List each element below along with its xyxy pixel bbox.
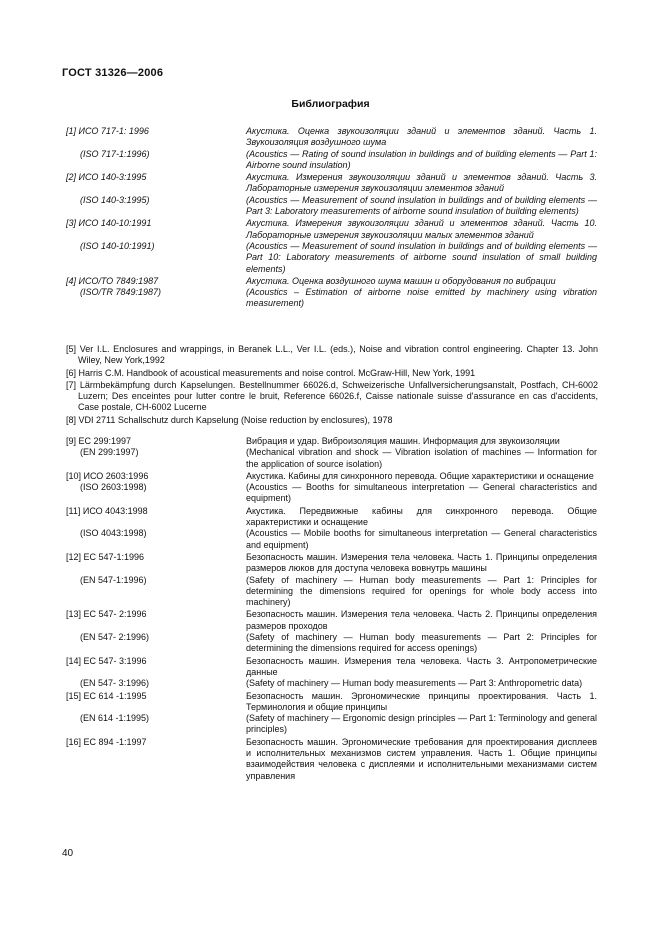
standard-header: ГОСТ 31326—2006 [62, 67, 164, 79]
reference-description: Акустика. Измерения звукоизоляции зданий и элементов зданий. Часть 10. Лабораторные измерения звукоизоляции малых элементов зданий [246, 218, 597, 240]
reference-description: Вибрация и удар. Виброизоляция машин. Информация для звукоизоляции [246, 436, 560, 446]
bibliography-entry [0, 528, 661, 551]
reference-id: [15] ЕС 614 -1:1995 [66, 690, 147, 701]
bibliography-entry [0, 471, 661, 482]
reference-description: Безопасность машин. Измерения тела человека. Часть 3. Антропометрические данные [246, 655, 597, 677]
reference-id: (ISO 140-3:1995) [80, 194, 150, 205]
reference-description: (Mechanical vibration and shock — Vibration isolation of machines — Information for the application of source isolation) [246, 447, 597, 469]
bibliography-entry [0, 575, 661, 609]
bibliography-entry [0, 656, 661, 679]
bibliography-entry: [8] VDI 2711 Schallschutz durch Kapselung (Noise reduction by enclosures), 1978 [66, 414, 393, 425]
reference-description: (Acoustics — Rating of sound insulation in buildings and of building elements — Part 1: Airborne sound insulation) [246, 148, 597, 170]
bibliography-title: Библиография [291, 98, 370, 110]
reference-id: (ISO 4043:1998) [80, 528, 147, 539]
reference-description: (Safety of machinery — Human body measurements — Part 2: Principles for determining the dimensions required for access openings) [246, 632, 597, 654]
reference-description: (Safety of machinery — Human body measurements — Part 3: Anthropometric data) [246, 678, 583, 689]
bibliography-entry: [7] Lärmbekämpfung durch Kapselungen. Bestellnummer 66026.d, Schweizerische Unfallversicherungsanstalt, Postfach, CH-6002 Luzern; Des enceintes pour lutter contre le bruit, Reference 66026.f, Caisse nationale suisse d'assurance en cas d'accidents, Case postale, CH-6002 Lucerne [66, 379, 598, 413]
reference-description: Безопасность машин. Эргономические требования для проектирования дисплеев и исполнительных механизмов систем управления. Часть 1. Общие принципы взаимодействия человека с дисплеями и исполнительными механизмами систем управления [246, 736, 597, 781]
reference-id: (ISO 2603:1998) [80, 482, 147, 493]
bibliography-entry [0, 195, 661, 218]
bibliography-entry [0, 506, 661, 529]
reference-id: [9] ЕС 299:1997 [66, 436, 132, 446]
reference-description: (Acoustics — Measurement of sound insulation in buildings and of building elements — Part 3: Laboratory measurements of airborne sound insulation of building elements) [246, 194, 597, 217]
reference-id: (EN 614 -1:1995) [80, 713, 150, 724]
reference-description: (Acoustics – Estimation of airborne noise emitted by machinery using vibration measurement) [246, 287, 597, 309]
bibliography-entry [0, 691, 661, 714]
bibliography-entry [0, 218, 661, 241]
reference-id: [13] ЕС 547- 2:1996 [66, 609, 147, 620]
bibliography-entry [0, 713, 661, 736]
reference-id: (EN 299:1997) [80, 447, 139, 458]
reference-id: (EN 547-1:1996) [80, 574, 147, 585]
reference-description: Акустика. Кабины для синхронного перевода. Общие характеристики и оснащение [246, 470, 594, 481]
bibliography-entry [0, 287, 661, 310]
bibliography-entry: [5] Ver I.L. Enclosures and wrappings, in Beranek L.L., Ver I.L. (eds.), Noise and vibration control engineering. Chapter 13. John Wiley, New York,1992 [66, 344, 598, 366]
reference-id: (ISO 140-10:1991) [80, 240, 155, 251]
bibliography-section-italic [0, 126, 661, 311]
reference-description: Безопасность машин. Эргономические принципы проектирования. Часть 1. Терминология и общие принципы [246, 690, 597, 712]
reference-description: (Acoustics — Booths for simultaneous interpretation — General characteristics and equipment) [246, 482, 597, 504]
bibliography-entry [0, 172, 661, 195]
reference-id: (EN 547- 2:1996) [80, 632, 150, 643]
bibliography-entry [0, 436, 661, 447]
reference-description: Безопасность машин. Измерения тела человека. Часть 1. Принципы определения размеров люков для доступа человека вовнутрь машины [246, 551, 597, 574]
bibliography-entry [0, 552, 661, 575]
bibliography-entry [0, 276, 661, 287]
bibliography-entry [0, 126, 661, 149]
reference-id: [11] ИСО 4043:1998 [66, 505, 148, 516]
bibliography-entry [0, 447, 661, 470]
reference-id: [16] ЕС 894 -1:1997 [66, 736, 147, 747]
bibliography-entry [0, 241, 661, 275]
reference-description: Акустика. Измерения звукоизоляции зданий и элементов зданий. Часть 3. Лабораторные измерения звукоизоляции элементов зданий [246, 172, 597, 194]
reference-id: (EN 547- 3:1996) [80, 678, 150, 689]
reference-description: (Safety of machinery — Ergonomic design principles — Part 1: Terminology and general principles) [246, 713, 597, 735]
reference-id: [14] ЕС 547- 3:1996 [66, 655, 147, 666]
reference-id: [1] ИСО 717-1: 1996 [66, 126, 149, 136]
reference-id: [10] ИСО 2603:1996 [66, 470, 149, 481]
reference-description: (Acoustics — Measurement of sound insulation in buildings and of building elements — Part 10: Laboratory measurements of airborne sound insulation of small building elements) [246, 240, 597, 274]
reference-id: (ISO 717-1:1996) [80, 148, 150, 159]
reference-description: Акустика. Оценка воздушного шума машин и оборудования по вибрации [246, 275, 556, 286]
bibliography-section-regular [0, 436, 661, 782]
bibliography-entry [0, 609, 661, 632]
reference-id: [3] ИСО 140-10:1991 [66, 218, 152, 229]
bibliography-section-plain [0, 344, 661, 427]
reference-id: [12] ЕС 547-1:1996 [66, 551, 145, 562]
reference-description: Акустика. Передвижные кабины для синхронного перевода. Общие характеристики и оснащение [246, 505, 597, 528]
bibliography-entry [0, 632, 661, 655]
bibliography-entry [0, 149, 661, 172]
bibliography-entry: [6] Harris C.M. Handbook of acoustical measurements and noise control. McGraw-Hill, New York, 1991 [66, 367, 476, 378]
page-number: 40 [62, 848, 74, 859]
reference-id: (ISO/TR 7849:1987) [80, 287, 162, 298]
reference-id: [4] ИСО/ТО 7849:1987 [66, 275, 159, 286]
bibliography-entry [0, 482, 661, 505]
bibliography-entry [0, 678, 661, 689]
reference-description: Безопасность машин. Измерения тела человека. Часть 2. Принципы определения размеров проходов [246, 609, 597, 631]
reference-description: (Acoustics — Mobile booths for simultaneous interpretation — General characteristics and equipment) [246, 528, 597, 550]
reference-description: Акустика. Оценка звукоизоляции зданий и элементов зданий. Часть 1. Звукоизоляция воздушного шума [246, 126, 597, 148]
bibliography-entry [0, 737, 661, 782]
reference-id: [2] ИСО 140-3:1995 [66, 172, 147, 183]
reference-description: (Safety of machinery — Human body measurements — Part 1: Principles for determining the dimensions required for openings for whole body access into machinery) [246, 574, 597, 608]
